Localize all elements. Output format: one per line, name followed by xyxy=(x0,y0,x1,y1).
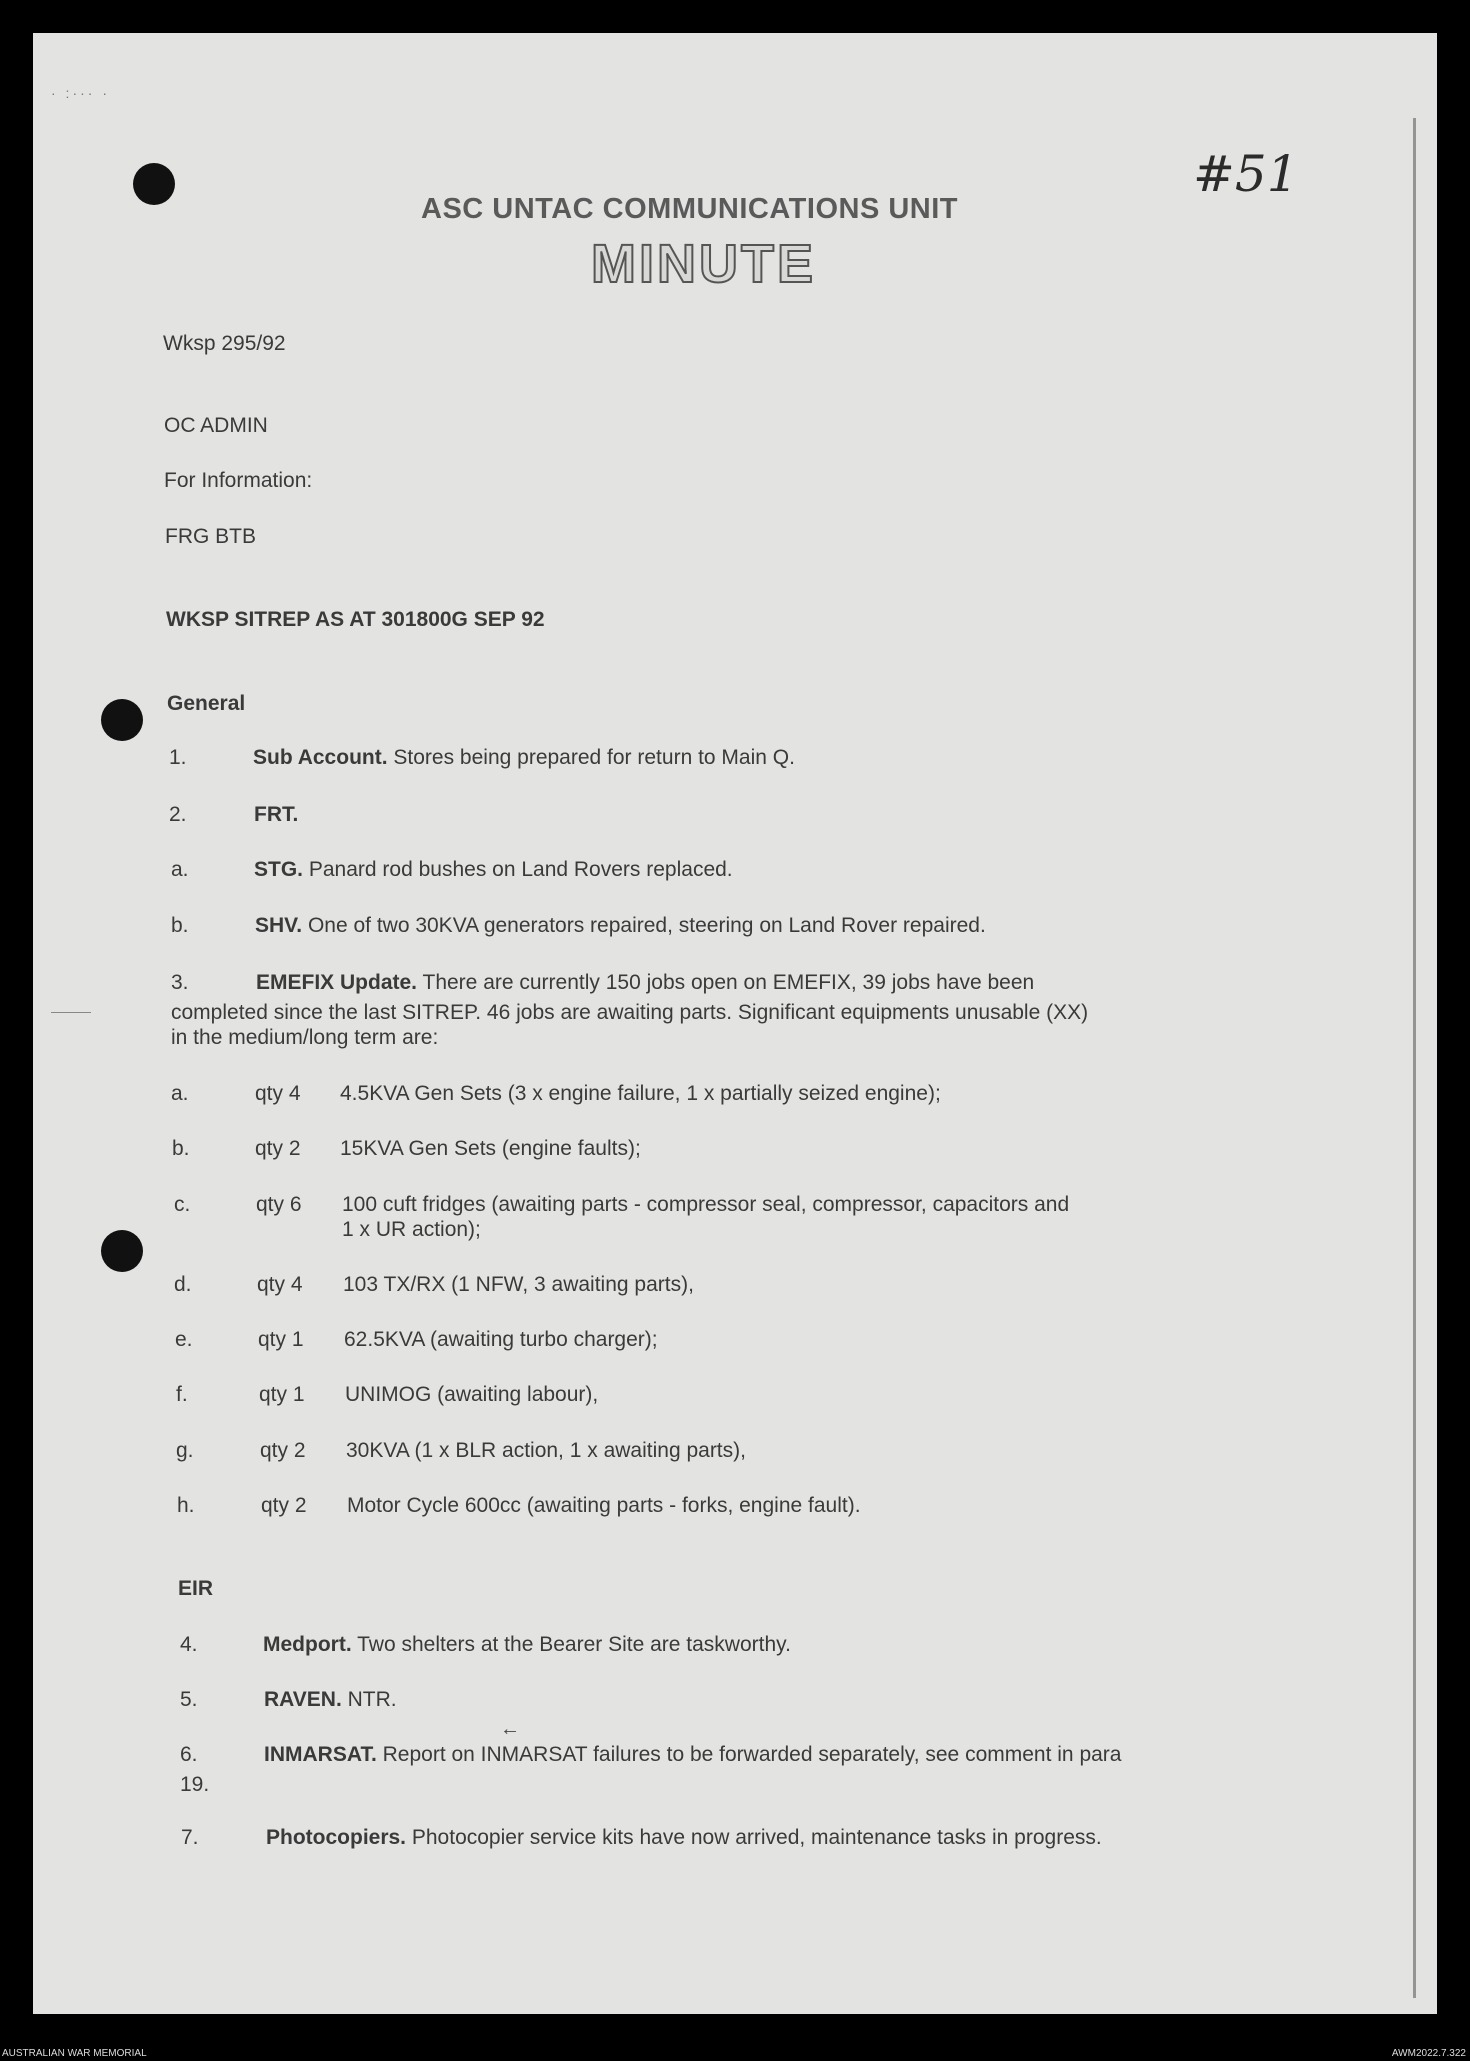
para-2b-title: SHV. xyxy=(255,914,303,937)
folio-number: #51 xyxy=(1193,145,1299,203)
para-7-number: 7. xyxy=(181,1826,199,1849)
reference-number: Wksp 295/92 xyxy=(163,332,286,355)
for-information-label: For Information: xyxy=(164,469,313,492)
equip-g-qty: qty 2 xyxy=(260,1439,306,1462)
minute-title: MINUTE xyxy=(591,234,816,294)
equip-a-letter: a. xyxy=(171,1082,189,1105)
equip-g-letter: g. xyxy=(176,1439,194,1462)
para-2a-letter: a. xyxy=(171,858,189,881)
equip-b-qty: qty 2 xyxy=(255,1137,301,1160)
para-1-number: 1. xyxy=(169,746,187,769)
equip-h-letter: h. xyxy=(177,1494,195,1517)
para-3-text-1: There are currently 150 jobs open on EMEFIX, 39 jobs have been xyxy=(422,971,1035,994)
para-7 xyxy=(266,1823,1102,1853)
equip-c-desc: 100 cuft fridges (awaiting parts - compressor seal, compressor, capacitors and xyxy=(342,1193,1070,1216)
para-1-title: Sub Account. xyxy=(253,746,388,769)
para-5-number: 5. xyxy=(180,1688,198,1711)
equip-e-desc: 62.5KVA (awaiting turbo charger); xyxy=(344,1328,658,1351)
punch-hole-middle xyxy=(101,699,143,741)
para-4-number: 4. xyxy=(180,1633,198,1656)
equip-h-desc: Motor Cycle 600cc (awaiting parts - forks, engine fault). xyxy=(347,1494,861,1517)
para-3-line-1 xyxy=(256,968,1034,998)
para-5-text: NTR. xyxy=(347,1688,397,1711)
para-7-title: Photocopiers. xyxy=(266,1826,407,1849)
para-3-title: EMEFIX Update. xyxy=(256,971,418,994)
para-3-line-2: completed since the last SITREP. 46 jobs are awaiting parts. Significant equipments unusable (XX) xyxy=(171,1001,1089,1024)
equip-f-desc: UNIMOG (awaiting labour), xyxy=(345,1383,599,1406)
punch-hole-top xyxy=(133,163,175,205)
para-7-text: Photocopier service kits have now arrived, maintenance tasks in progress. xyxy=(411,1826,1102,1849)
equip-c-letter: c. xyxy=(174,1193,191,1216)
para-2-number: 2. xyxy=(169,803,187,826)
para-3-number: 3. xyxy=(171,971,189,994)
para-2b-text: One of two 30KVA generators repaired, steering on Land Rover repaired. xyxy=(307,914,986,937)
margin-tick xyxy=(51,1012,91,1013)
equip-d-letter: d. xyxy=(174,1273,192,1296)
equip-f-letter: f. xyxy=(176,1383,188,1406)
equip-d-qty: qty 4 xyxy=(257,1273,303,1296)
equip-d-desc: 103 TX/RX (1 NFW, 3 awaiting parts), xyxy=(343,1273,694,1296)
para-4-text: Two shelters at the Bearer Site are taskworthy. xyxy=(357,1633,791,1656)
info-addressee: FRG BTB xyxy=(165,525,257,548)
footer-accession-number: AWM2022.7.322 xyxy=(1391,2048,1466,2059)
equip-e-qty: qty 1 xyxy=(258,1328,304,1351)
equip-h-qty: qty 2 xyxy=(261,1494,307,1517)
equip-a-qty: qty 4 xyxy=(255,1082,301,1105)
para-2b xyxy=(255,911,986,941)
punch-hole-bottom xyxy=(101,1230,143,1272)
para-6-text: Report on INMARSAT failures to be forwarded separately, see comment in para xyxy=(382,1743,1122,1766)
para-2a xyxy=(254,855,733,885)
section-eir: EIR xyxy=(178,1577,214,1600)
unit-title: ASC UNTAC COMMUNICATIONS UNIT xyxy=(421,193,958,225)
scribble-mark: · :··· · xyxy=(51,85,110,101)
margin-arrow-mark: ← xyxy=(500,1718,520,1740)
para-5 xyxy=(264,1685,397,1715)
para-2b-letter: b. xyxy=(171,914,189,937)
para-1-text: Stores being prepared for return to Main Q. xyxy=(393,746,795,769)
para-5-title: RAVEN. xyxy=(264,1688,342,1711)
equip-c-qty: qty 6 xyxy=(256,1193,302,1216)
equip-a-desc: 4.5KVA Gen Sets (3 x engine failure, 1 x partially seized engine); xyxy=(340,1082,941,1105)
footer-archive-name: AUSTRALIAN WAR MEMORIAL xyxy=(2,2048,147,2059)
para-6 xyxy=(264,1740,1121,1770)
para-3-line-3: in the medium/long term are: xyxy=(171,1026,439,1049)
para-2-title: FRT. xyxy=(254,803,299,826)
para-2a-title: STG. xyxy=(254,858,304,881)
section-general: General xyxy=(167,692,246,715)
equip-g-desc: 30KVA (1 x BLR action, 1 x awaiting parts), xyxy=(346,1439,746,1462)
subject-line: WKSP SITREP AS AT 301800G SEP 92 xyxy=(166,608,545,631)
para-1 xyxy=(253,743,795,773)
para-6-number: 6. xyxy=(180,1743,198,1766)
para-4 xyxy=(263,1630,791,1660)
equip-b-letter: b. xyxy=(172,1137,190,1160)
addressee: OC ADMIN xyxy=(164,414,268,437)
document-page xyxy=(33,33,1437,2014)
para-6-continuation: 19. xyxy=(180,1773,210,1796)
para-4-title: Medport. xyxy=(263,1633,352,1656)
para-6-title: INMARSAT. xyxy=(264,1743,377,1766)
para-2a-text: Panard rod bushes on Land Rovers replaced. xyxy=(308,858,733,881)
equip-c-desc-cont: 1 x UR action); xyxy=(342,1218,481,1241)
equip-e-letter: e. xyxy=(175,1328,193,1351)
equip-f-qty: qty 1 xyxy=(259,1383,305,1406)
equip-b-desc: 15KVA Gen Sets (engine faults); xyxy=(340,1137,641,1160)
page-edge-shadow xyxy=(1413,118,1416,1998)
